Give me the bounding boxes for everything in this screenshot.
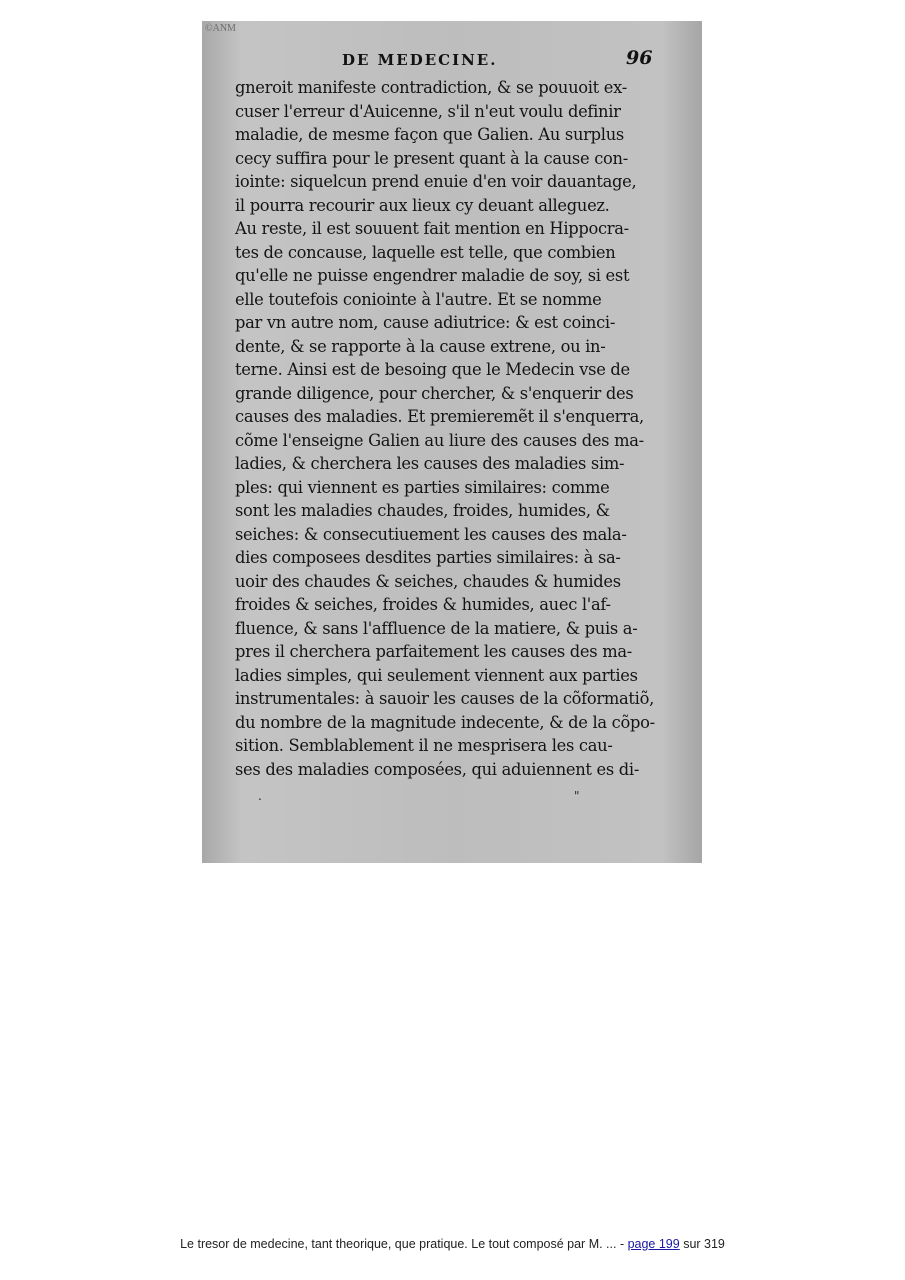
text-line: grande diligence, pour chercher, & s'enquerir des [235,383,634,403]
text-line: instrumentales: à sauoir les causes de la cõformatiõ, [235,689,654,708]
text-line: il pourra recourir aux lieux cy deuant alleguez. [235,195,610,215]
body-text [235,76,673,781]
running-title: DE MEDECINE. [342,51,498,69]
text-line: dente, & se rapporte à la cause extrene, ou in- [235,336,606,356]
text-line: par vn autre nom, cause adiutrice: & est coinci- [235,313,616,332]
page-specks [202,789,702,809]
text-line: seiches: & consecutiuement les causes des mala- [235,524,627,544]
text-line: uoir des chaudes & seiches, chaudes & humides [235,571,621,591]
printed-page-number: 96 [626,47,653,69]
text-line: elle toutefois coniointe à l'autre. Et se nomme [235,289,602,309]
text-line: fluence, & sans l'affluence de la matiere, & puis a- [235,618,638,638]
footer-document-title: Le tresor de medecine, tant theorique, que pratique. Le tout composé par M. ... - [180,1237,628,1251]
text-line: tes de concause, laquelle est telle, que combien [235,242,616,262]
text-line: ples: qui viennent es parties similaires: comme [235,477,610,497]
text-line: maladie, de mesme façon que Galien. Au surplus [235,125,624,144]
text-line: Au reste, il est souuent fait mention en Hippocra- [235,219,629,238]
footer-page-total: sur 319 [679,1237,725,1251]
running-head [202,47,702,71]
text-line: qu'elle ne puisse engendrer maladie de soy, si est [235,266,630,285]
text-line: causes des maladies. Et premieremẽt il s'enquerra, [235,407,644,426]
text-line: dies composees desdites parties similaires: à sa- [235,548,621,567]
speck: . [258,789,262,803]
text-line: iointe: siquelcun prend enuie d'en voir dauantage, [235,172,637,191]
text-line: pres il cherchera parfaitement les causes des ma- [235,642,632,661]
text-line: sont les maladies chaudes, froides, humides, & [235,501,610,520]
page-link[interactable]: page 199 [627,1237,680,1251]
text-line: ses des maladies composées, qui aduiennent es di- [235,759,640,779]
text-line: gneroit manifeste contradiction, & se pouuoit ex- [235,78,627,97]
text-line: cecy suffira pour le present quant à la cause con- [235,148,628,168]
text-line: du nombre de la magnitude indecente, & de la cõpo- [235,712,655,732]
watermark: ©ANM [205,23,236,34]
text-line: cuser l'erreur d'Auicenne, s'il n'eut voulu definir [235,101,621,121]
text-line: sition. Semblablement il ne mesprisera les cau- [235,736,613,755]
speck: " [574,789,580,803]
text-line: ladies, & cherchera les causes des maladies sim- [235,454,625,473]
text-line: froides & seiches, froides & humides, auec l'af- [235,595,611,614]
scanned-page-image [202,21,702,863]
text-line: cõme l'enseigne Galien au liure des causes des ma- [235,430,644,450]
text-line: terne. Ainsi est de besoing que le Medecin vse de [235,360,630,379]
text-line: ladies simples, qui seulement viennent aux parties [235,665,638,685]
page-footer [0,1237,905,1251]
